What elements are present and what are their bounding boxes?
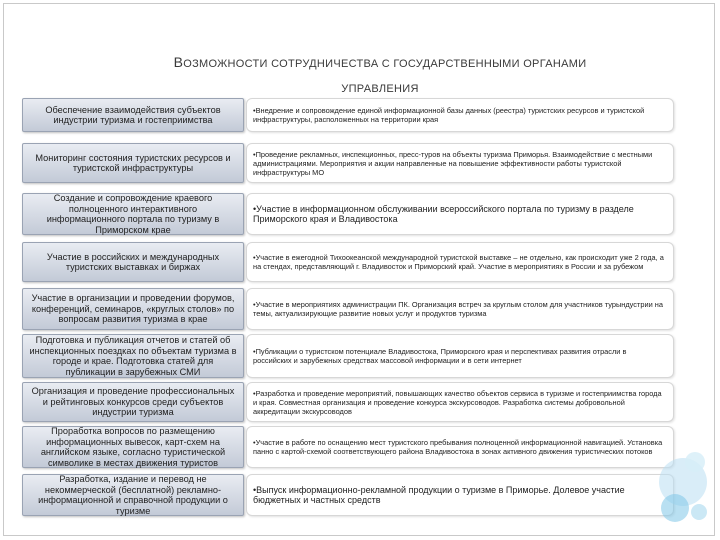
cooperation-row xyxy=(22,288,674,330)
action-cell: •Разработка и проведение мероприятий, повышающих качество объектов сервиса в туризме и гостеприимства города и края. Совместная организация и проведение конкурса экскурсоводов. Разработка системы добровольной аккредитации экскурсоводов xyxy=(246,382,674,422)
cooperation-row xyxy=(22,98,674,132)
title-line-1 xyxy=(85,50,675,77)
title-line-1-rest: ОЗМОЖНОСТИ СОТРУДНИЧЕСТВА С ГОСУДАРСТВЕННЫМИ ОРГАНАМИ xyxy=(183,58,587,70)
action-cell: •Внедрение и сопровождение единой информационной базы данных (реестра) туристских ресурсов и туристской инфраструктуры, расположенных на территории края xyxy=(246,98,674,132)
action-cell: •Выпуск информационно-рекламной продукции о туризме в Приморье. Долевое участие бюджетных и частных средств xyxy=(246,474,674,516)
action-cell: •Участие в информационном обслуживании всероссийского портала по туризму в разделе Приморского края и Владивостока xyxy=(246,193,674,235)
direction-cell: Создание и сопровождение краевого полноценного интерактивного информационного портала по туризму в Приморском крае xyxy=(22,193,244,235)
direction-cell: Обеспечение взаимодействия субъектов индустрии туризма и гостеприимства xyxy=(22,98,244,132)
decor-circle xyxy=(685,452,705,472)
direction-cell: Разработка, издание и перевод не некоммерческой (бесплатной) рекламно-информационной и справочной продукции о туризме xyxy=(22,474,244,516)
direction-cell: Участие в организации и проведении форумов, конференций, семинаров, «круглых столов» по вопросам развития туризма в крае xyxy=(22,288,244,330)
action-cell: •Участие в мероприятиях администрации ПК. Организация встреч за круглым столом для участников турындустрии на темы, актуализирующие развитие новых услуг и продуктов туризма xyxy=(246,288,674,330)
cooperation-row xyxy=(22,193,674,235)
direction-cell: Мониторинг состояния туристских ресурсов и туристской инфраструктуры xyxy=(22,143,244,183)
decor-circle xyxy=(691,504,707,520)
cooperation-row xyxy=(22,382,674,422)
decorative-circles-graphic xyxy=(649,440,711,528)
cooperation-row xyxy=(22,426,674,468)
action-cell: •Участие в ежегодной Тихоокеанской международной туристской выставке – не отдельно, как происходит уже 2 года, а на стендах, представляющий г. Владивосток и Приморский край. Участие в мероприятиях в России и за рубежом xyxy=(246,242,674,282)
cooperation-row xyxy=(22,334,674,378)
title-line-2: УПРАВЛЕНИЯ xyxy=(341,83,419,95)
action-cell: •Участие в работе по оснащению мест туристского пребывания полноценной информационной навигацией. Установка панно с картой-схемой соответствующего района Владивостока в зонах активного движения туристических потоков xyxy=(246,426,674,468)
decor-circle xyxy=(661,494,689,522)
title-first-letter: В xyxy=(173,54,184,70)
direction-cell: Подготовка и публикация отчетов и статей об инспекционных поездках по объектам туризма в городе и крае. Подготовка статей для публикации в зарубежных СМИ xyxy=(22,334,244,378)
direction-cell: Организация и проведение профессиональных и рейтинговых конкурсов среди субъектов индустрии туризма xyxy=(22,382,244,422)
cooperation-row xyxy=(22,143,674,183)
direction-cell: Проработка вопросов по размещению информационных вывесок, карт-схем на английском языке, согласно туристической символике в местах движения туристов xyxy=(22,426,244,468)
action-cell: •Проведение рекламных, инспекционных, пресс-туров на объекты туризма Приморья. Взаимодействие с местными администрациями. Мероприятия и акции направленные на повышение эффективности работы туристской инфраструктуры МО xyxy=(246,143,674,183)
direction-cell: Участие в российских и международных туристских выставках и биржах xyxy=(22,242,244,282)
action-cell: •Публикации о туристском потенциале Владивостока, Приморского края и перспективах развития отрасли в российских и зарубежных средствах массовой информации и в сети интернет xyxy=(246,334,674,378)
cooperation-row xyxy=(22,242,674,282)
cooperation-row xyxy=(22,474,674,516)
slide-title xyxy=(85,50,675,102)
